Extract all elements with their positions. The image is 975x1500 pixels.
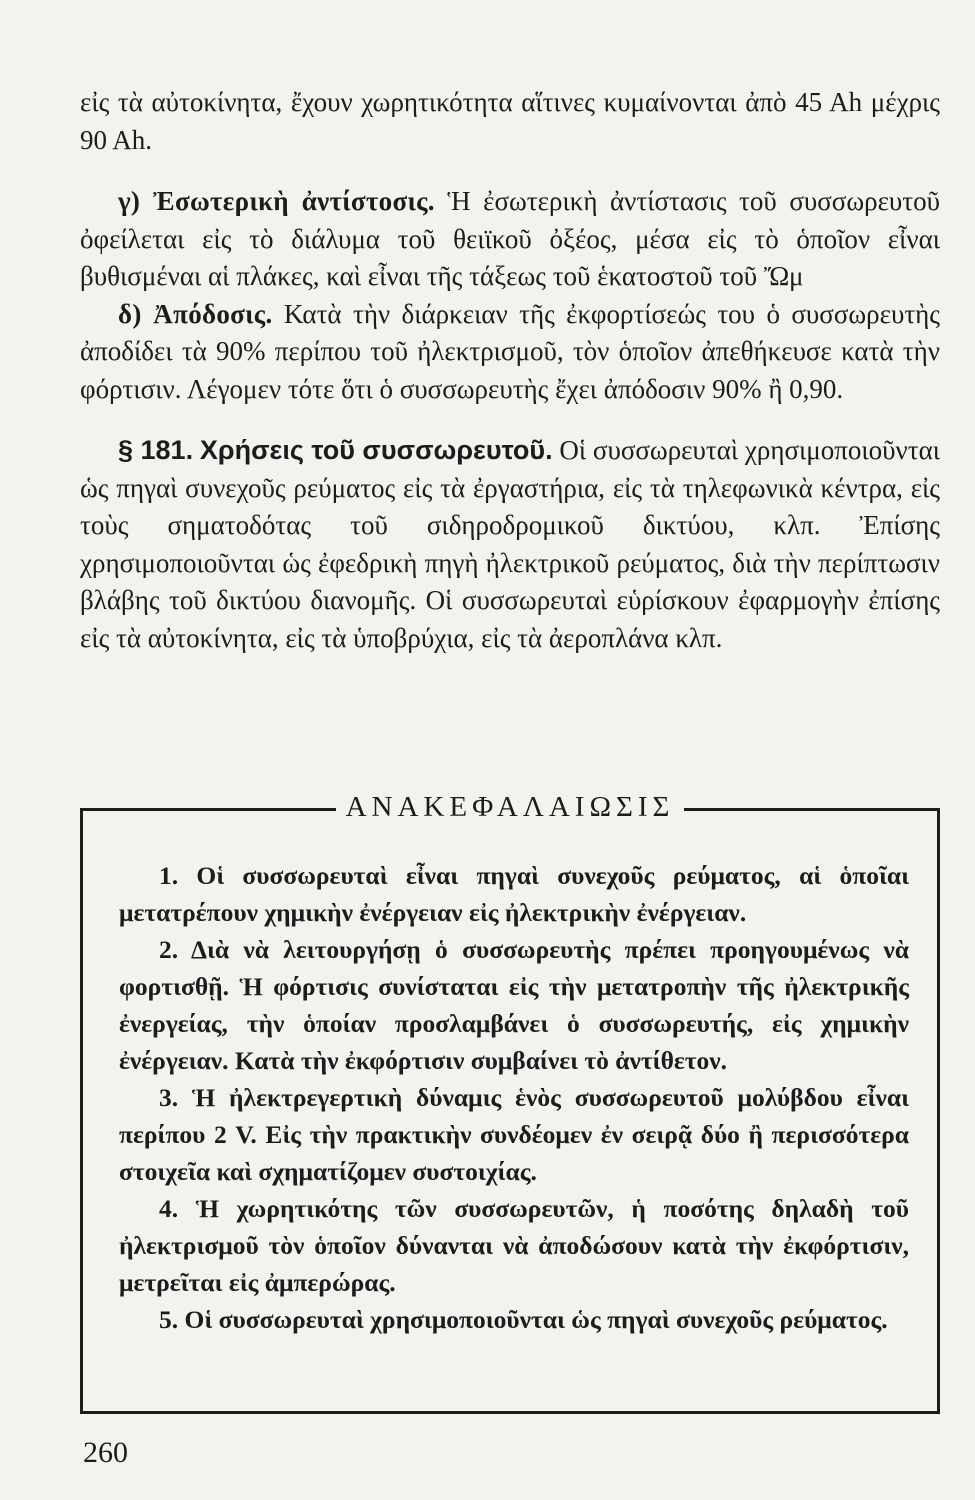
summary-heading-wrap: [83, 787, 937, 827]
efficiency-text: Κατὰ τὴν διάρκειαν τῆς ἐκφορτίσεώς του ὁ συσσωρευτὴς ἀποδίδει τὰ 90% περίπου τοῦ ἠλεκτρισμοῦ, τὸν ὁποῖον ἀπεθήκευσε κατὰ τὴν φόρτισιν. Λέγομεν τότε ὅτι ὁ συσσωρευτὴς ἔχει ἀπόδοσιν 90% ἢ 0,90.: [80, 298, 940, 404]
efficiency-paragraph: [80, 296, 940, 409]
section-181-paragraph: [80, 432, 940, 657]
body-text: [80, 84, 940, 657]
summary-box: [80, 791, 940, 1414]
summary-item: 3. Ἡ ἠλεκτρεγερτικὴ δύναμις ἑνὸς συσσωρευτοῦ μολύβδου εἶναι περίπου 2 V. Εἰς τὴν πρακτικὴν συνδέομεν ἐν σειρᾷ δύο ἢ περισσότερα στοιχεῖα καὶ σχηματίζομεν συστοιχίας.: [119, 1083, 909, 1186]
page-number: 260: [83, 1436, 128, 1469]
summary-item: 2. Διὰ νὰ λειτουργήσῃ ὁ συσσωρευτὴς πρέπει προηγουμένως νὰ φορτισθῇ. Ἡ φόρτισις συνίσταται εἰς τὴν μετατροπὴν τῆς ἠλεκτρικῆς ἐνεργείας, τὴν ὁποίαν προσλαμβάνει ὁ συσσωρευτής, εἰς χημικὴν ἐνέργειαν. Κατὰ τὴν ἐκφόρτισιν συμβαίνει τὸ ἀντίθετον.: [119, 935, 909, 1075]
summary-list: [119, 857, 909, 1338]
efficiency-label: δ) Ἀπόδοσις.: [118, 298, 273, 329]
internal-resistance-text: Ἡ ἐσωτερικὴ ἀντίστασις τοῦ συσσωρευτοῦ ὀφείλεται εἰς τὸ διάλυμα τοῦ θειϊκοῦ ὀξέος, μέσα εἰς τὸ ὁποῖον εἶναι βυθισμέναι αἱ πλάκες, καὶ εἶναι τῆς τάξεως τοῦ ἑκατοστοῦ τοῦ Ὤμ: [80, 186, 941, 291]
paragraph-gap: [80, 159, 940, 183]
section-number: § 181.: [118, 435, 194, 465]
summary-item: 4. Ἡ χωρητικότης τῶν συσσωρευτῶν, ἡ ποσότης δηλαδὴ τοῦ ἠλεκτρισμοῦ τὸν ὁποῖον δύνανται νὰ ἀποδώσουν κατὰ τὴν ἐκφόρτισιν, μετρεῖται εἰς ἀμπερώρας.: [119, 1194, 909, 1297]
summary-heading: ΑΝΑΚΕΦΑΛΑΙΩΣΙΣ: [336, 787, 685, 827]
summary-item: 1. Οἱ συσσωρευταὶ εἶναι πηγαὶ συνεχοῦς ρεύματος, αἱ ὁποῖαι μετατρέπουν χημικὴν ἐνέργειαν εἰς ἠλεκτρικὴν ἐνέργειαν.: [119, 861, 909, 927]
internal-resistance-paragraph: [80, 183, 940, 296]
paragraph-gap: [80, 408, 940, 432]
internal-resistance-label: γ) Ἐσωτερικὴ ἀντίστοσις.: [118, 186, 435, 216]
summary-item: 5. Οἱ συσσωρευταὶ χρησιμοποιοῦνται ὡς πηγαὶ συνεχοῦς ρεύματος.: [159, 1305, 888, 1334]
section-title: Χρήσεις τοῦ συσσωρευτοῦ.: [199, 435, 553, 465]
section-text: Οἱ συσσωρευταὶ χρησιμοποιοῦνται ὡς πηγαὶ συνεχοῦς ρεύματος εἰς τὰ ἐργαστήρια, εἰς τὰ τηλεφωνικὰ κέντρα, εἰς τοὺς σηματοδότας τοῦ σιδηροδρομικοῦ δικτύου, κλπ. Ἐπίσης χρησιμοποιοῦνται ὡς ἐφεδρικὴ πηγὴ ἠλεκτρικοῦ ρεύματος, διὰ τὴν περίπτωσιν βλάβης τοῦ δικτύου διανομῆς. Οἱ συσσωρευταὶ εὑρίσκουν ἐφαρμογὴν ἐπίσης εἰς τὰ αὐτοκίνητα, εἰς τὰ ὑποβρύχια, εἰς τὰ ἀεροπλάνα κλπ.: [80, 435, 941, 653]
intro-paragraph: εἰς τὰ αὐτοκίνητα, ἔχουν χωρητικότητα αἵτινες κυμαίνονται ἀπὸ 45 Αh μέχρις 90 Αh.: [80, 87, 940, 155]
